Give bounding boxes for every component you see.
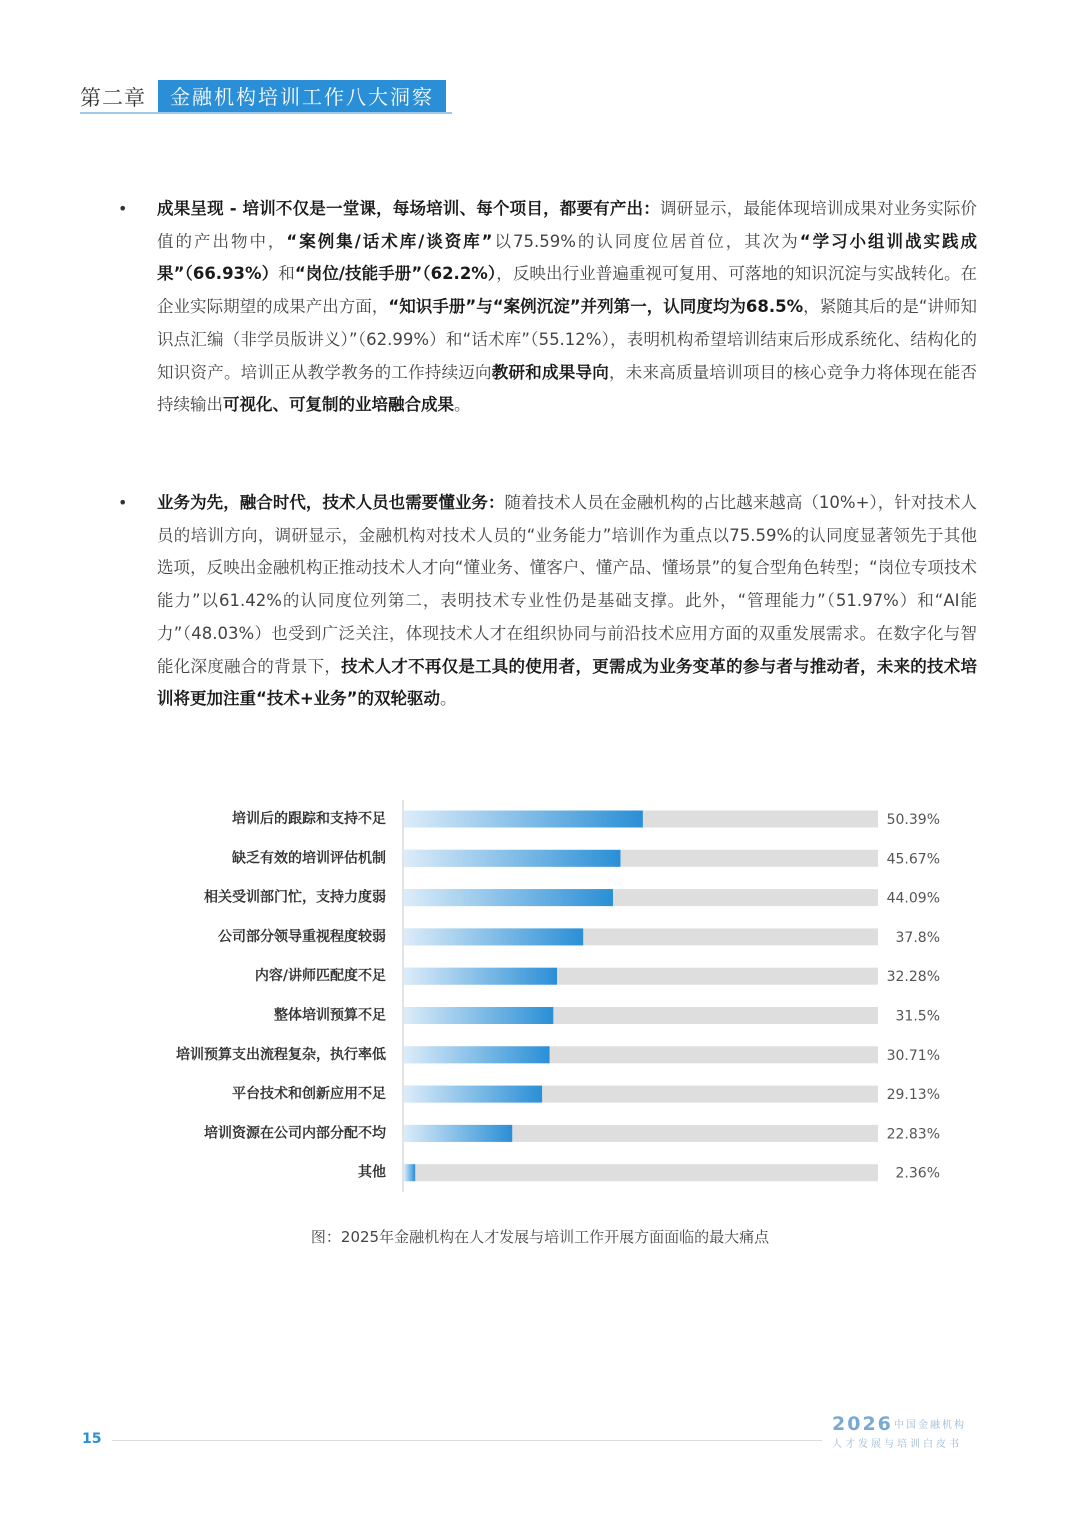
bar	[404, 968, 557, 985]
page-number: 15	[82, 1431, 102, 1447]
chart-caption: 图：2025年金融机构在人才发展与培训工作开展方面面临的最大痛点	[310, 1228, 770, 1246]
header-underline	[80, 112, 452, 114]
category-label: 相关受训部门忙，支持力度弱	[204, 889, 386, 906]
value-label: 22.83%	[886, 1126, 940, 1143]
bar	[404, 1086, 542, 1103]
emphasis-text: “知识手册”与“案例沉淀”并列第一，认同度均为68.5%	[388, 297, 804, 317]
emphasis-text: 成果呈现 - 培训不仅是一堂课，每场培训、每个项目，都要有产出：	[157, 199, 660, 218]
value-label: 50.39%	[886, 812, 940, 828]
value-label: 45.67%	[886, 851, 940, 868]
category-label: 培训预算支出流程复杂，执行率低	[176, 1046, 386, 1063]
category-label: 整体培训预算不足	[274, 1007, 386, 1024]
bullet-marker: •	[118, 199, 128, 218]
value-label: 2.36%	[895, 1165, 940, 1182]
body-text: ，反映出行业普遍重视可复用、可落地的知识沉淀与实战转化。在企业实际期望的成果产出方面，	[157, 264, 978, 317]
bar	[404, 1125, 512, 1142]
body-text: 调研显示，最能体现培训成果对业务实际价值的产出物中，	[157, 199, 978, 251]
category-label: 培训后的跟踪和支持不足	[232, 811, 386, 827]
body-text: 和	[278, 264, 295, 284]
pain-points-bar-chart	[140, 795, 960, 1195]
value-label: 37.8%	[895, 929, 940, 946]
category-label: 平台技术和创新应用不足	[232, 1086, 386, 1103]
value-label: 44.09%	[886, 890, 940, 907]
bar-track	[404, 1164, 878, 1181]
category-label: 缺乏有效的培训评估机制	[232, 850, 386, 867]
bar	[404, 1164, 415, 1181]
footer-divider	[112, 1440, 822, 1441]
bar	[404, 850, 620, 867]
category-label: 其他	[358, 1164, 386, 1181]
body-text: 以75.59%的认同度位居首位，其次为	[492, 231, 800, 251]
category-label: 内容/讲师匹配度不足	[254, 968, 386, 985]
bullet-marker: •	[118, 493, 128, 512]
emphasis-text: 可视化、可复制的业培融合成果	[223, 395, 454, 415]
bar	[404, 811, 643, 828]
brand-year: 2026	[832, 1413, 893, 1435]
body-text: 。	[440, 689, 457, 709]
brand-logo	[832, 1413, 966, 1450]
value-label: 32.28%	[886, 969, 940, 986]
body-text: 随着技术人员在金融机构的占比越来越高（10%+），针对技术人员的培训方向，调研显示，金融机构对技术人员的“业务能力”培训作为重点以75.59%的认同度显著领先于其他选项，反映出金融机构正推动技术人才向“懂业务、懂客户、懂产品、懂场景”的复合型角色转型；“岗位专项技术能力”以61.42%的认同度位列第二，表明技术专业性仍是基础支撑。此外，“管理能力”（51.97%）和“AI能力”（48.03%）也受到广泛关注，体现技术人才在组织协同与前沿技术应用方面的双重发展需求。在数字化与智能化深度融合的背景下，	[157, 493, 978, 676]
value-label: 31.5%	[895, 1008, 940, 1025]
emphasis-text: “岗位/技能手册”（62.2%）	[294, 264, 497, 284]
emphasis-text: “学习小组训战实践成果”（66.93%）	[157, 231, 977, 284]
emphasis-text: “案例集/话术库/谈资库”	[286, 231, 493, 251]
chapter-header	[80, 80, 446, 114]
body-text: ，紧随其后的是“讲师知识点汇编（非学员版讲义）”（62.99%）和“话术库”（55.12%），表明机构希望培训结束后形成系统化、结构化的知识资产。培训正从教学教务的工作持续迈向	[157, 297, 977, 382]
bar	[404, 1007, 553, 1024]
body-text: 。	[454, 395, 471, 415]
insight-paragraph-2	[157, 487, 977, 716]
emphasis-text: 业务为先，融合时代，技术人员也需要懂业务：	[157, 493, 505, 512]
value-label: 29.13%	[886, 1087, 940, 1104]
value-label: 30.71%	[886, 1047, 940, 1064]
bar	[404, 1046, 550, 1063]
bar	[404, 928, 583, 945]
category-label: 公司部分领导重视程度较弱	[218, 928, 386, 945]
body-text: ，未来高质量培训项目的核心竞争力将体现在能否持续输出	[157, 362, 978, 415]
brand-line-2: 人才发展与培训白皮书	[832, 1439, 962, 1450]
emphasis-text: 技术人才不再仅是工具的使用者，更需成为业务变革的参与者与推动者，未来的技术培训将更加注重“技术+业务”的双轮驱动	[157, 656, 978, 709]
brand-line-1: 中国金融机构	[894, 1420, 966, 1431]
insight-paragraph-1	[157, 193, 977, 422]
chapter-title: 金融机构培训工作八大洞察	[158, 80, 446, 114]
category-label: 培训资源在公司内部分配不均	[204, 1125, 386, 1142]
bar	[404, 889, 613, 906]
emphasis-text: 教研和成果导向	[491, 362, 609, 382]
chapter-label: 第二章	[80, 86, 146, 110]
